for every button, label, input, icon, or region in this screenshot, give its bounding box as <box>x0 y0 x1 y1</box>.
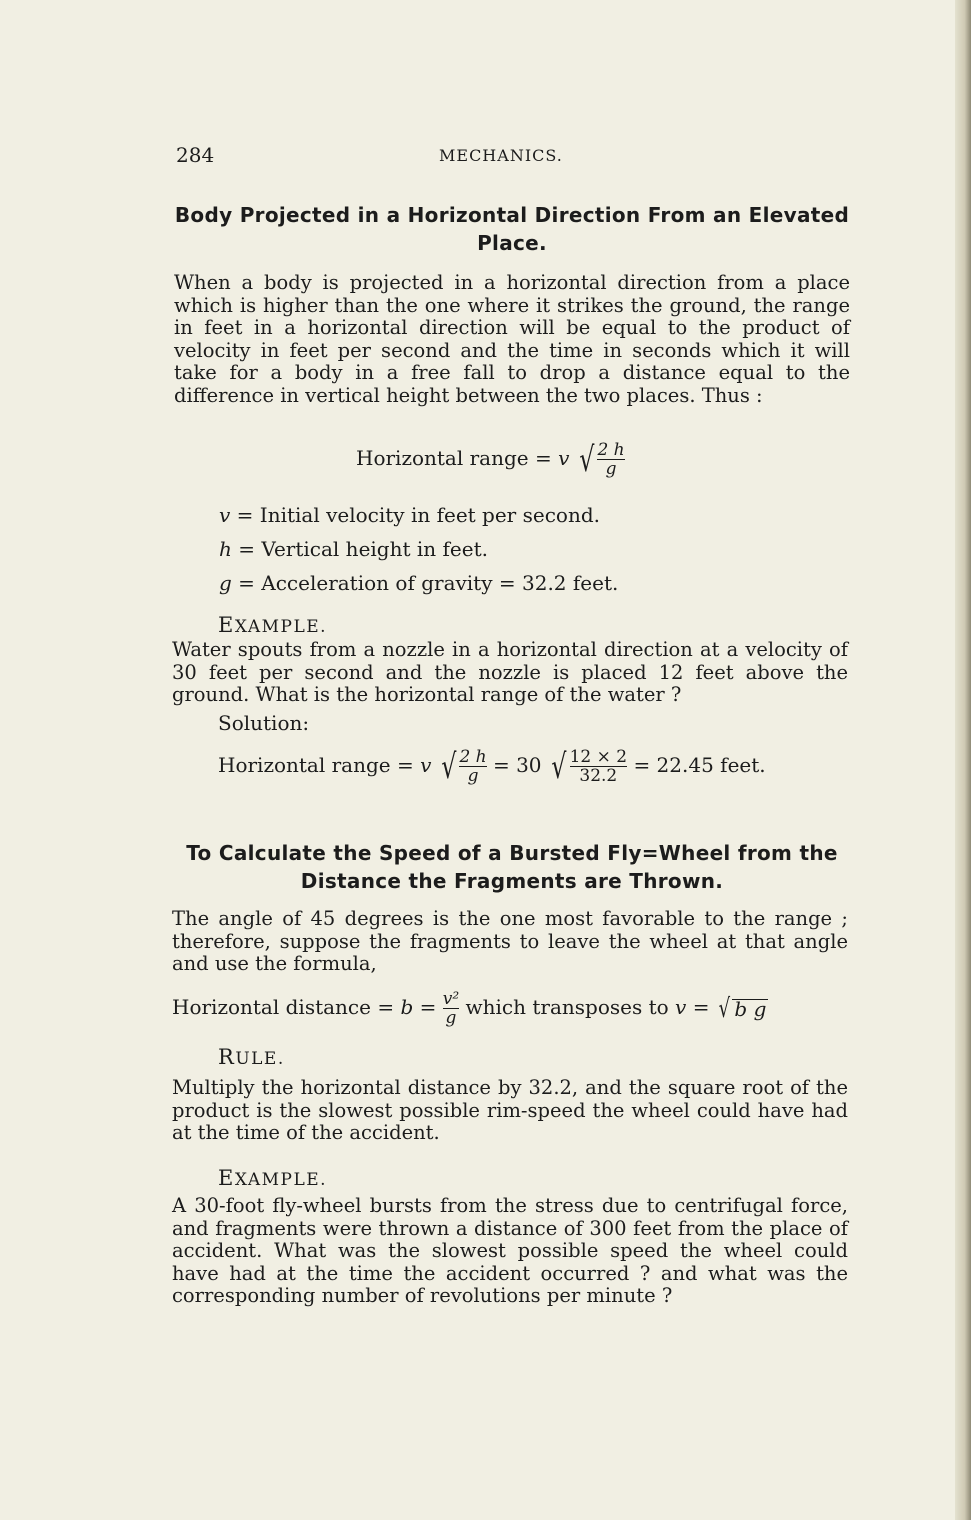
radical-sign: √ <box>441 746 457 787</box>
definition-g <box>219 571 618 595</box>
fraction-numerator: v² <box>442 989 460 1009</box>
fraction-denominator: 32.2 <box>579 766 618 786</box>
def-symbol: h <box>219 537 232 561</box>
definition-v <box>219 503 600 527</box>
radical-sign: √ <box>579 439 595 480</box>
def-text: = Vertical height in feet. <box>238 537 488 561</box>
page-number: 284 <box>176 143 215 167</box>
square-root <box>716 992 769 1026</box>
square-root <box>438 748 487 785</box>
running-title: MECHANICS. <box>439 146 563 165</box>
radical-sign: √ <box>718 993 730 1024</box>
formula-eq: = <box>419 995 437 1019</box>
example-label: EXAMPLE. <box>218 613 328 637</box>
fraction-denominator: g <box>445 1008 457 1028</box>
definition-h <box>219 537 488 561</box>
square-root <box>576 441 625 478</box>
example-label: EXAMPLE. <box>218 1166 328 1190</box>
formula-v: v <box>558 446 570 470</box>
def-symbol: v <box>219 503 231 527</box>
section-heading-projected: Body Projected in a Horizontal Direction From an Elevated Place. <box>174 203 850 255</box>
radical-sign: √ <box>551 746 567 787</box>
fraction <box>597 441 624 478</box>
solution-v: v <box>420 753 432 777</box>
fraction <box>443 990 459 1027</box>
formula-mid: which transposes to <box>465 995 669 1019</box>
page-edge <box>955 0 971 1520</box>
fraction-denominator: g <box>467 766 479 786</box>
fraction-denominator: g <box>605 459 617 479</box>
fraction <box>570 748 628 785</box>
section-heading-flywheel: To Calculate the Speed of a Bursted Fly=Wheel from the Distance the Fragments are Thrown. <box>186 841 838 893</box>
def-text: = Acceleration of gravity = 32.2 feet. <box>238 571 619 595</box>
flywheel-example-paragraph: A 30-foot fly-wheel bursts from the stress due to centrifugal force, and fragments were thrown a distance of 300 feet from the place of accident. What was the slowest possible speed the wheel could have had at the time the accident occurred ? and what was the corresponding number of revolutions per minute ? <box>172 1194 848 1307</box>
def-symbol: g <box>219 571 232 595</box>
formula-eq2: = <box>692 995 710 1019</box>
fraction <box>459 748 486 785</box>
example-paragraph: Water spouts from a nozzle in a horizontal direction at a velocity of 30 feet per second and the nozzle is placed 12 feet above the ground. What is the horizontal range of the water ? <box>172 638 848 706</box>
fraction-numerator: 12 × 2 <box>569 747 628 767</box>
radicand: b g <box>734 997 767 1021</box>
fraction-numerator: 2 h <box>459 747 487 767</box>
flywheel-intro-paragraph: The angle of 45 degrees is the one most favorable to the range ; therefore, suppose the fragments to leave the wheel at that angle and use the formula, <box>172 907 848 975</box>
formula-lhs: Horizontal distance = <box>172 995 395 1019</box>
solution-result: = 22.45 feet. <box>633 753 766 777</box>
fraction-numerator: 2 h <box>597 440 625 460</box>
intro-paragraph: When a body is projected in a horizontal direction from a place which is higher than the one where it strikes the ground, the range in feet in a horizontal direction will be equal to the product of velocity in feet per second and the time in seconds which it will take for a body in a free fall to drop a distance equal to the difference in vertical height between the two places. Thus : <box>174 271 850 407</box>
solution-lhs: Horizontal range = <box>218 753 414 777</box>
def-text: = Initial velocity in feet per second. <box>236 503 600 527</box>
formula-v: v <box>675 995 687 1019</box>
formula-b: b <box>400 995 414 1019</box>
solution-mid: = 30 <box>492 753 542 777</box>
rule-paragraph: Multiply the horizontal distance by 32.2, and the square root of the product is the slowest possible rim-speed the wheel could have had at the time of the accident. <box>172 1076 848 1144</box>
solution-formula <box>218 748 766 785</box>
square-root <box>548 748 627 785</box>
distance-formula <box>172 990 768 1027</box>
formula-lhs: Horizontal range = <box>356 446 552 470</box>
solution-label: Solution: <box>218 711 310 735</box>
range-formula <box>356 441 625 478</box>
rule-label: RULE. <box>218 1045 285 1069</box>
